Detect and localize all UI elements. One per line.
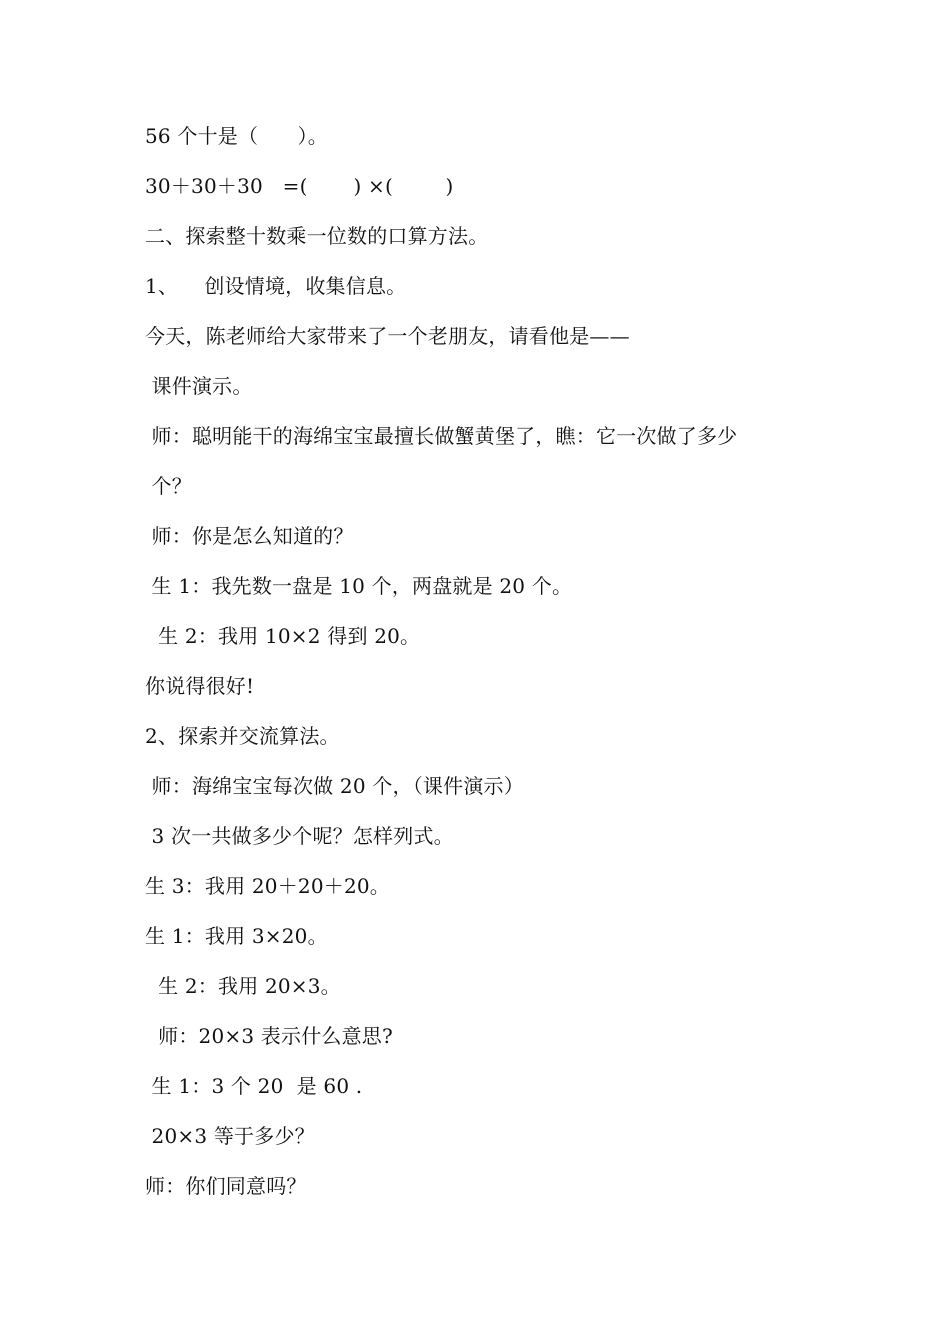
text-line-15: 3 次一共做多少个呢？怎样列式。 <box>145 824 454 848</box>
text-line-8: 个？ <box>145 474 192 498</box>
subsection-heading-2: 2、探索并交流算法。 <box>145 724 340 748</box>
text-line-16: 生 3：我用 20＋20＋20。 <box>145 874 390 898</box>
text-line-20: 生 1：3 个 20 是 60 . <box>145 1074 363 1098</box>
text-line-1: 56 个十是（ ）。 <box>145 124 328 148</box>
text-line-5: 今天，陈老师给大家带来了一个老朋友，请看他是—— <box>145 324 630 348</box>
text-line-17: 生 1：我用 3×20。 <box>145 924 328 948</box>
text-line-2: 30＋30＋30 =( ) ×( ) <box>145 174 454 198</box>
text-line-14: 师：海绵宝宝每次做 20 个，（课件演示） <box>145 774 524 798</box>
text-line-12: 你说得很好! <box>145 674 255 698</box>
text-line-10: 生 1：我先数一盘是 10 个，两盘就是 20 个。 <box>145 574 573 598</box>
text-line-22: 师：你们同意吗？ <box>145 1174 307 1198</box>
text-line-18: 生 2：我用 20×3。 <box>145 974 341 998</box>
text-line-7: 师：聪明能干的海绵宝宝最擅长做蟹黄堡了，瞧：它一次做了多少 <box>145 424 738 448</box>
text-line-19: 师：20×3 表示什么意思? <box>145 1024 393 1048</box>
text-line-11: 生 2：我用 10×2 得到 20。 <box>145 624 421 648</box>
section-heading-2: 二、探索整十数乘一位数的口算方法。 <box>145 224 489 248</box>
text-line-6: 课件演示。 <box>145 374 253 398</box>
text-line-9: 师：你是怎么知道的？ <box>145 524 354 548</box>
text-line-21: 20×3 等于多少？ <box>145 1124 315 1148</box>
subsection-heading-1: 1、 创设情境，收集信息。 <box>145 274 407 298</box>
